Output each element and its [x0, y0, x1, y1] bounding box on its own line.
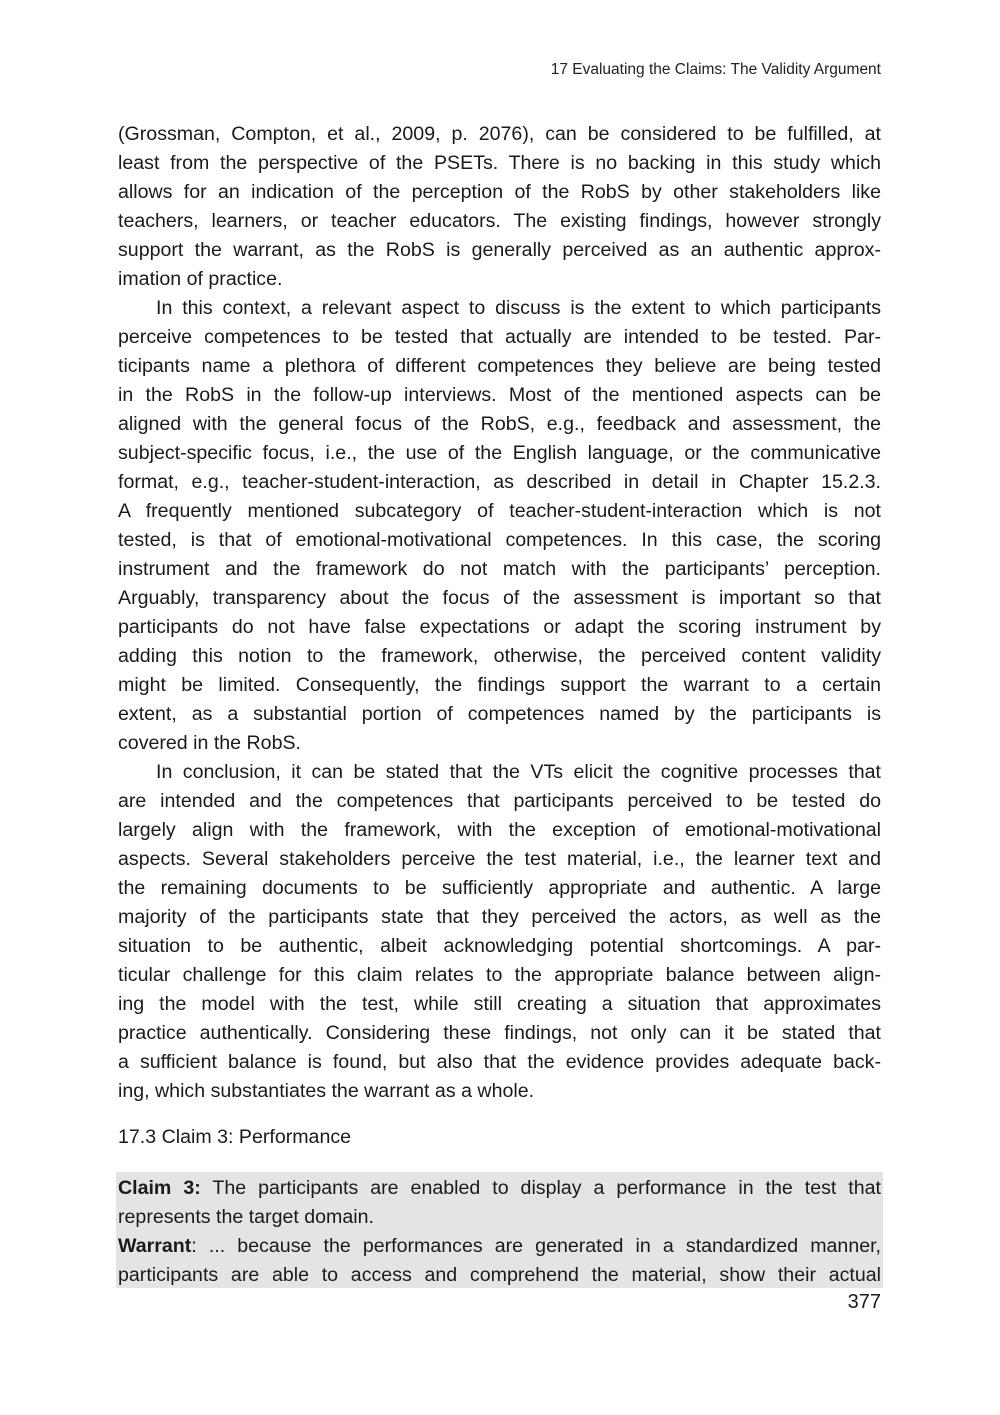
warrant-text: : ... because the performances are generated in a standardized manner, [191, 1235, 881, 1257]
text-line: a sufficient balance is found, but also that the evidence provides adequate back- [118, 1051, 881, 1073]
text-line: instrument and the framework do not match with the participants’ perception. [118, 558, 881, 580]
text-line: aspects. Several stakeholders perceive the test material, i.e., the learner text and [118, 848, 881, 870]
text-line: majority of the participants state that they perceived the actors, as well as the [118, 906, 881, 928]
paragraph [118, 294, 881, 758]
text-line: covered in the RobS. [118, 732, 301, 754]
text-line: format, e.g., teacher-student-interaction, as described in detail in Chapter 15.2.3. [118, 471, 881, 493]
text-line: adding this notion to the framework, otherwise, the perceived content validity [118, 645, 881, 667]
text-line: teachers, learners, or teacher educators. The existing findings, however strongly [118, 210, 881, 232]
warrant-label: Warrant [118, 1235, 192, 1257]
text-line: A frequently mentioned subcategory of teacher-student-interaction which is not [118, 500, 881, 522]
paragraph [118, 120, 881, 294]
text-line: support the warrant, as the RobS is generally perceived as an authentic approx- [118, 239, 881, 261]
warrant-line-1 [118, 1232, 881, 1261]
text-line: situation to be authentic, albeit acknowledging potential shortcomings. A par- [118, 935, 881, 957]
claim-line-2: represents the target domain. [118, 1206, 374, 1228]
text-line: the remaining documents to be sufficiently appropriate and authentic. A large [118, 877, 881, 899]
text-line: subject-specific focus, i.e., the use of the English language, or the communicative [118, 442, 881, 464]
text-line: are intended and the competences that participants perceived to be tested do [118, 790, 881, 812]
text-line: aligned with the general focus of the RobS, e.g., feedback and assessment, the [118, 413, 881, 435]
text-line: might be limited. Consequently, the findings support the warrant to a certain [118, 674, 881, 696]
text-line: In conclusion, it can be stated that the VTs elicit the cognitive processes that [156, 761, 881, 783]
text-line: Arguably, transparency about the focus of the assessment is important so that [118, 587, 881, 609]
text-line: in the RobS in the follow-up interviews. Most of the mentioned aspects can be [118, 384, 881, 406]
body-text [118, 120, 881, 1106]
page-number: 377 [847, 1291, 881, 1313]
claim-text: The participants are enabled to display a performance in the test that [200, 1177, 881, 1199]
text-line: In this context, a relevant aspect to discuss is the extent to which participants [156, 297, 881, 319]
text-line: largely align with the framework, with the exception of emotional-motivational [118, 819, 881, 841]
claim-line-1 [118, 1174, 881, 1203]
text-line: ticular challenge for this claim relates to the appropriate balance between align- [118, 964, 881, 986]
text-line: extent, as a substantial portion of competences named by the participants is [118, 703, 881, 725]
text-line: ing the model with the test, while still creating a situation that approximates [118, 993, 881, 1015]
running-header: 17 Evaluating the Claims: The Validity Argument [550, 61, 881, 78]
text-line: perceive competences to be tested that actually are intended to be tested. Par- [118, 326, 881, 348]
text-line: least from the perspective of the PSETs. There is no backing in this study which [118, 152, 881, 174]
text-line: participants do not have false expectations or adapt the scoring instrument by [118, 616, 881, 638]
warrant-line-2: participants are able to access and comprehend the material, show their actual [118, 1264, 881, 1286]
section-heading: 17.3 Claim 3: Performance [118, 1126, 352, 1148]
text-line: allows for an indication of the perception of the RobS by other stakeholders like [118, 181, 881, 203]
text-line: tested, is that of emotional-motivational competences. In this case, the scoring [118, 529, 881, 551]
text-line: imation of practice. [118, 268, 283, 290]
text-line: practice authentically. Considering these findings, not only can it be stated that [118, 1022, 881, 1044]
claim-box [116, 1172, 883, 1288]
text-line: (Grossman, Compton, et al., 2009, p. 2076), can be considered to be fulfilled, at [118, 123, 881, 145]
claim-label: Claim 3: [118, 1177, 201, 1199]
paragraph [118, 758, 881, 1106]
text-line: ticipants name a plethora of different competences they believe are being tested [118, 355, 881, 377]
text-line: ing, which substantiates the warrant as a whole. [118, 1080, 535, 1102]
